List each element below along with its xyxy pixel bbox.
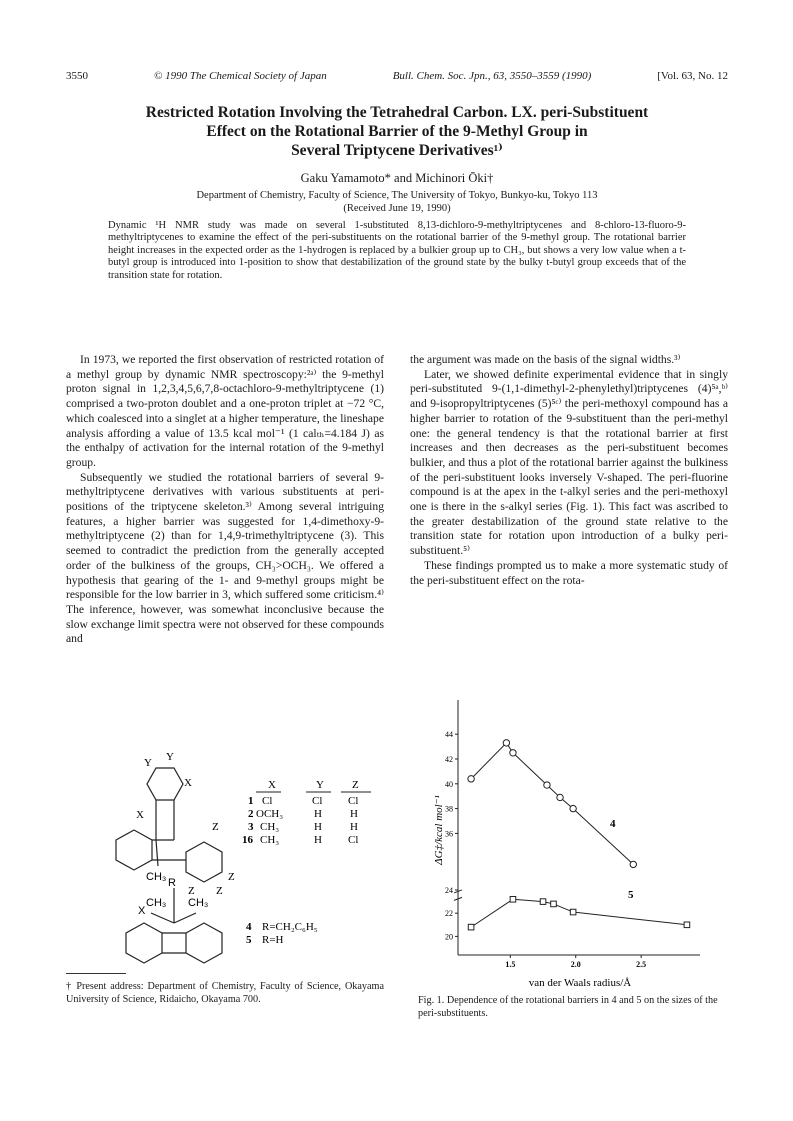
- y-tick-label: 22: [445, 909, 453, 919]
- compound-id: 1: [248, 795, 254, 807]
- data-point-square: [540, 899, 546, 905]
- compound-id: 5: [246, 934, 252, 946]
- compound-id: 2: [248, 808, 254, 820]
- y-tick-label: 24: [445, 886, 453, 895]
- table-header: Y: [316, 779, 324, 791]
- data-point-circle: [570, 805, 576, 811]
- data-point-circle: [468, 776, 474, 782]
- table-cell: Cl: [348, 795, 359, 807]
- z-label: Z: [216, 885, 223, 897]
- received-date: (Received June 19, 1990): [343, 203, 451, 214]
- table-cell: OCH₃: [256, 808, 284, 820]
- x-tick-label: 2.0: [570, 960, 581, 969]
- x-label: X: [184, 777, 192, 789]
- affiliation: Department of Chemistry, Faculty of Science, The University of Tokyo, Bunkyo-ku, Tokyo 113: [196, 190, 598, 201]
- paragraph: In 1973, we reported the first observation of restricted rotation of a methyl group by dynamic NMR spectroscopy:²ᵃ⁾ the 9-methyl proton signal in 1,2,3,4,5,6,7,8-octachloro-9-methyltriptycene (1) comprised a two-proton doublet and a one-proton triplet at −72 °C, which coalesced into a singlet at a higher temperature, the lineshape analysis affording a value of 13.5 kcal mol⁻¹ (1 calₜₕ=4.184 J) as the enthalpy of activation for the internal rotation of the 9-methyl group.: [66, 353, 384, 469]
- compound-id: 4: [246, 921, 252, 933]
- y-tick-label: 44: [445, 730, 453, 740]
- affiliation-block: [66, 189, 728, 215]
- y-tick-label: 40: [445, 779, 453, 789]
- figure-1-chart: [410, 690, 728, 990]
- series-label: 5: [628, 889, 634, 902]
- series-line-5: [471, 899, 687, 927]
- y-label: Y: [144, 757, 152, 769]
- methyl-label: CH₃: [146, 871, 167, 883]
- paragraph: Later, we showed definite experimental evidence that in singly peri-substituted 9-(1,1-dimethyl-2-phenylethyl)triptycenes (4)⁵ᵃ,ᵇ⁾ and 9-isopropyltriptycenes (5)⁵ᶜ⁾ the peri-methoxyl compound has a higher barrier to rotation of the 9-substituent than the peri-methyl one: the general tendency is that the rotational barrier at first increases and then decreases as the peri-substituent becomes bulkier, and thus a plot of the rotational barrier against the bulkiness of the peri-substituent looks inversely V-shaped. The peri-fluorine compound is at the apex in the t-alkyl series and the peri-methoxyl one is there in the s-alkyl series (Fig. 1). This fact was ascribed to the greater destabilization of the ground state relative to the transition state for rotation upon introduction of a bulky peri-substituent.⁵⁾: [410, 367, 728, 558]
- title-line-2: Effect on the Rotational Barrier of the 9-Methyl Group in: [206, 123, 588, 140]
- figure-caption-text: Dependence of the rotational barriers in 4 and 5 on the sizes of the peri-substituents.: [418, 995, 718, 1019]
- y-label: Y: [166, 751, 174, 763]
- abstract: Dynamic ¹H NMR study was made on several 1-substituted 8,13-dichloro-9-methyltriptycenes and 8-chloro-13-fluoro-9-methyltriptycenes to examine the effect of the peri-substituents on the rotational barrier of the 9-methyl group. The rotational barrier height increases in the expected order as the 1-hydrogen is replaced by a bulkier group up to CH₃, but shows a very low value when a t-butyl group is introduced into 1-position to show that destabilization of the ground state by the bulky t-butyl group exceeds that of the transition state for rotation.: [108, 220, 686, 281]
- table-cell: Cl: [312, 795, 323, 807]
- x-axis-label: van der Waals radius/Å: [528, 977, 632, 989]
- paragraph: Subsequently we studied the rotational barriers of several 9-methyltriptycene derivatives with various substituents at peri-positions of the triptycene skeleton.³⁾ Among several intriguing features, a higher barrier was suggested for 1,4-dimethoxy-9-methyltriptycene (2) than for 1,4,9-trimethyltriptycene (3). This seemed to contradict the prediction from the generally accepted order of the bulkiness of the groups, CH₃>OCH₃. We offered a hypothesis that gearing of the 1- and 9-methyl groups might be responsible for the low barrier in 3, which suffered some criticism.⁴⁾ The inference, however, was somewhat inconclusive because the slow exchange limit spectra were not observed for these compounds and: [66, 470, 384, 646]
- paragraph: These findings prompted us to make a more systematic study of the peri-substituent effect on the rota-: [410, 558, 728, 587]
- table-cell: H: [314, 821, 322, 833]
- series-line-4: [471, 743, 633, 865]
- z-label: Z: [228, 871, 235, 883]
- data-point-square: [684, 922, 690, 928]
- title-line-1: Restricted Rotation Involving the Tetrahedral Carbon. LX. peri-Substituent: [145, 104, 649, 121]
- series-label: 4: [610, 818, 616, 831]
- table-cell: H: [314, 834, 322, 846]
- table-cell: Cl: [262, 795, 273, 807]
- compound-table: [242, 779, 371, 846]
- page-number: 3550: [66, 70, 88, 82]
- compound-id: 16: [242, 834, 253, 846]
- triptycene-structure: [116, 768, 222, 882]
- volume-info: [Vol. 63, No. 12: [657, 70, 728, 82]
- authors: Gaku Yamamoto* and Michinori Ōki†: [300, 171, 494, 185]
- data-point-circle: [557, 794, 563, 800]
- footnote-rule: [66, 973, 126, 974]
- data-point-circle: [630, 861, 636, 867]
- data-point-circle: [503, 740, 509, 746]
- paper-title: [66, 103, 728, 160]
- y-axis-label: ΔG‡/kcal mol⁻¹: [433, 795, 445, 865]
- table-header: Z: [352, 779, 359, 791]
- z-label: Z: [212, 821, 219, 833]
- r-label: R: [168, 877, 176, 889]
- x-tick-label: 1.5: [505, 960, 516, 969]
- y-tick-label: 42: [445, 755, 453, 764]
- methyl-label: CH₃: [146, 897, 167, 909]
- compound-def: R=H: [262, 934, 284, 946]
- y-tick-label: 36: [445, 829, 453, 839]
- chemical-structures: [96, 748, 386, 973]
- table-header: X: [268, 779, 276, 791]
- x-label: X: [138, 905, 146, 917]
- figure-label: Fig. 1.: [418, 995, 445, 1006]
- data-point-circle: [510, 750, 516, 756]
- methyl-label: CH₃: [188, 897, 209, 909]
- table-cell: H: [350, 808, 358, 820]
- running-header: [66, 70, 728, 82]
- data-point-square: [468, 924, 474, 930]
- y-tick-label: 20: [445, 932, 453, 942]
- table-cell: H: [350, 821, 358, 833]
- table-cell: H: [314, 808, 322, 820]
- right-column: [410, 353, 728, 588]
- data-point-square: [510, 896, 516, 902]
- table-cell: CH₃: [260, 821, 280, 833]
- title-line-3: Several Triptycene Derivatives¹⁾: [291, 142, 503, 159]
- compound-id: 3: [248, 821, 254, 833]
- data-point-circle: [544, 782, 550, 788]
- z-label: Z: [188, 885, 195, 897]
- copyright: © 1990 The Chemical Society of Japan: [153, 70, 327, 82]
- figure-caption: [410, 995, 736, 1020]
- data-point-square: [570, 909, 576, 915]
- table-cell: CH₃: [260, 834, 280, 846]
- left-column: [66, 353, 384, 647]
- x-label: X: [136, 809, 144, 821]
- journal-citation: Bull. Chem. Soc. Jpn., 63, 3550–3559 (1990): [392, 70, 592, 82]
- y-tick-label: 38: [445, 804, 453, 814]
- paragraph: the argument was made on the basis of the signal widths.³⁾: [410, 353, 681, 366]
- data-point-square: [551, 901, 557, 907]
- footnote: † Present address: Department of Chemistry, Faculty of Science, Okayama University of Science, Ridaicho, Okayama 700.: [66, 981, 384, 1005]
- compound-def: R=CH₂C₆H₅: [262, 921, 318, 933]
- x-tick-label: 2.5: [636, 960, 647, 969]
- table-cell: Cl: [348, 834, 359, 846]
